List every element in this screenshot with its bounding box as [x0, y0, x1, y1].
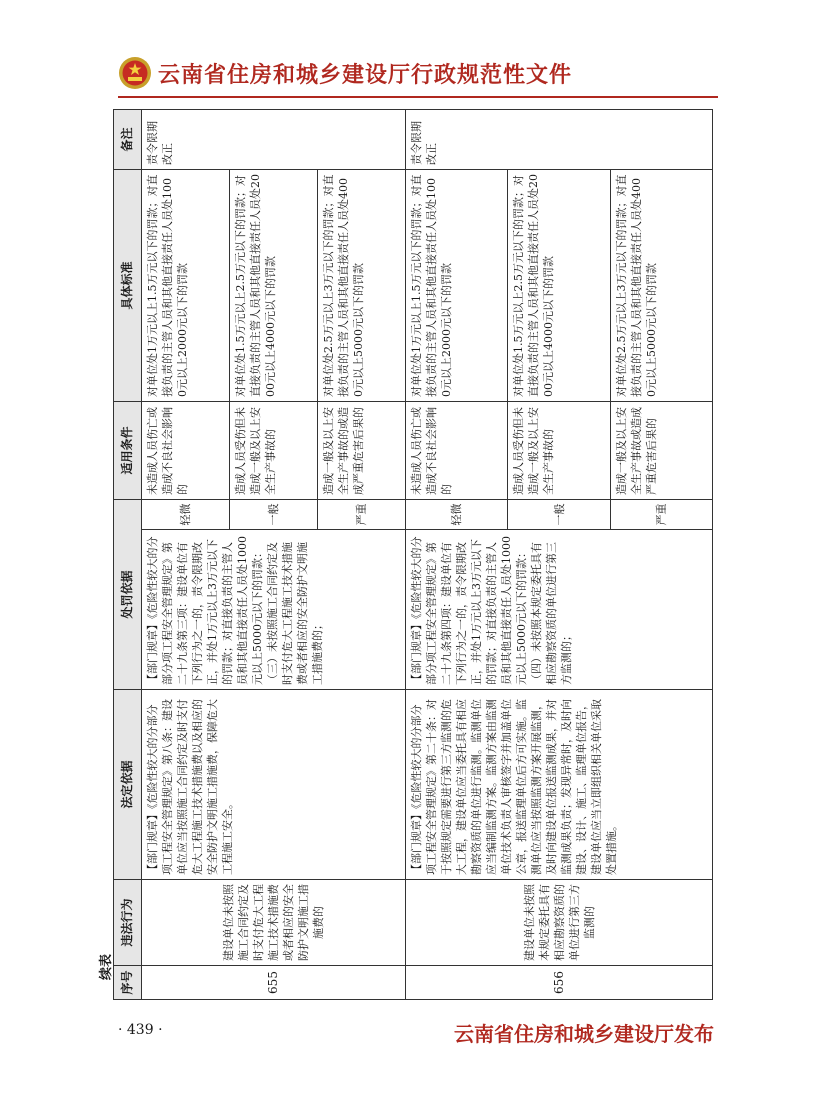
condition-cell: 造成一般及以上安全生产事故的或造成严重危害后果的: [318, 401, 406, 499]
level-cell: 轻微: [142, 499, 230, 529]
condition-cell: 未造成人员伤亡或造成不良社会影响的: [406, 401, 508, 499]
col-header-conditions: 适用条件: [114, 401, 142, 499]
col-header-number: 序号: [114, 966, 142, 1000]
row-number: 655: [142, 966, 406, 1000]
standard-cell: 对单位处1.5万元以上2.5万元以下的罚款；对直接负责的主管人员和其他直接责任人员处2000元以上4000元以下的罚款: [230, 169, 318, 401]
note-cell: 责令限期改正: [406, 109, 713, 169]
level-cell: 轻微: [406, 499, 508, 529]
col-header-violation: 违法行为: [114, 880, 142, 966]
header-rule: [118, 96, 718, 98]
table-row: [406, 109, 508, 999]
header-title: 云南省住房和城乡建设厅行政规范性文件: [158, 63, 573, 88]
penalty-basis-cell: 【部门规章】《危险性较大的分部分项工程安全管理规定》第二十九条第四项：建设单位有下列行为之一的，责令限期改正，并处1万元以上3万元以下的罚款；对直接负责的主管人员和其他直接责任人员处1000元以上5000元以下的罚款：（四）未按照本规定委托具有相应勘察资质的单位进行第三方监测的；: [406, 530, 713, 690]
standard-cell: 对单位处1万元以上1.5万元以下的罚款；对直接负责的主管人员和其他直接责任人员处1000元以上2000元以下的罚款: [406, 169, 508, 401]
violation-cell: 建设单位未按照施工合同约定及时支付危大工程施工技术措施费或者相应的安全防护文明施工措施费的: [142, 880, 406, 966]
penalty-basis-cell: 【部门规章】《危险性较大的分部分项工程安全管理规定》第二十九条第三项：建设单位有下列行为之一的，责令限期改正，并处1万元以上3万元以下的罚款；对直接负责的主管人员和其他直接责任人员处1000元以上5000元以下的罚款：（三）未按照施工合同约定及时支付危大工程施工技术措施费或者相应的安全防护文明施工措施费的；: [142, 530, 406, 690]
note-cell: 责令限期改正: [142, 109, 406, 169]
condition-cell: 造成人员受伤但未造成一般及以上安全生产事故的: [230, 401, 318, 499]
standard-cell: 对单位处1万元以上1.5万元以下的罚款；对直接负责的主管人员和其他直接责任人员处1000元以上2000元以下的罚款: [142, 169, 230, 401]
regulation-table-container: [113, 110, 713, 1000]
condition-cell: 造成一般及以上安全生产事故或造成严重危害后果的: [610, 401, 712, 499]
col-header-penalty-basis: 处罚依据: [114, 499, 142, 689]
col-header-standard: 具体标准: [114, 169, 142, 401]
violation-cell: 建设单位未按照本规定委托具有相应勘察资质的单位进行第三方监测的: [406, 880, 713, 966]
legal-basis-cell: 【部门规章】《危险性较大的分部分项工程安全管理规定》第二十条：对于按照规定需要进行第三方监测的危大工程，建设单位应当委托具有相应勘察资质的单位进行监测。监测单位应当编制监测方案。监测方案由监测单位技术负责人审核签字并加盖单位公章，报送监理单位后方可实施。监测单位应当按照监测方案开展监测，及时向建设单位报送监测成果，并对监测成果负责；发现异常时，及时向建设、设计、施工、监理单位报告，建设单位应当立即组织相关单位采取处置措施。: [406, 690, 713, 880]
legal-basis-cell: 【部门规章】《危险性较大的分部分项工程安全管理规定》第八条：建设单位应当按照施工合同约定及时支付危大工程施工技术措施费以及相应的安全防护文明施工措施费，保障危大工程施工安全。: [142, 690, 406, 880]
standard-cell: 对单位处2.5万元以上3万元以下的罚款；对直接负责的主管人员和其他直接责任人员处4000元以上5000元以下的罚款: [318, 169, 406, 401]
level-cell: 严重: [318, 499, 406, 529]
table-row: [142, 109, 230, 999]
col-header-legal-basis: 法定依据: [114, 690, 142, 880]
col-header-note: 备注: [114, 109, 142, 169]
condition-cell: 造成人员受伤但未造成一般及以上安全生产事故的: [508, 401, 610, 499]
row-number: 656: [406, 966, 713, 1000]
condition-cell: 未造成人员伤亡或造成不良社会影响的: [142, 401, 230, 499]
level-cell: 一般: [508, 499, 610, 529]
table-header-row: [114, 109, 142, 999]
standard-cell: 对单位处2.5万元以上3万元以下的罚款；对直接负责的主管人员和其他直接责任人员处4000元以上5000元以下的罚款: [610, 169, 712, 401]
national-emblem-icon: [118, 56, 152, 90]
footer-publisher: 云南省住房和城乡建设厅发布: [454, 1022, 714, 1046]
page-header: [118, 56, 718, 96]
standard-cell: 对单位处1.5万元以上2.5万元以下的罚款；对直接负责的主管人员和其他直接责任人员处2000元以上4000元以下的罚款: [508, 169, 610, 401]
level-cell: 一般: [230, 499, 318, 529]
continued-label: 续表: [99, 954, 114, 981]
level-cell: 严重: [610, 499, 712, 529]
penalty-table: [113, 109, 713, 1000]
page-number: · 439 ·: [118, 1022, 163, 1038]
